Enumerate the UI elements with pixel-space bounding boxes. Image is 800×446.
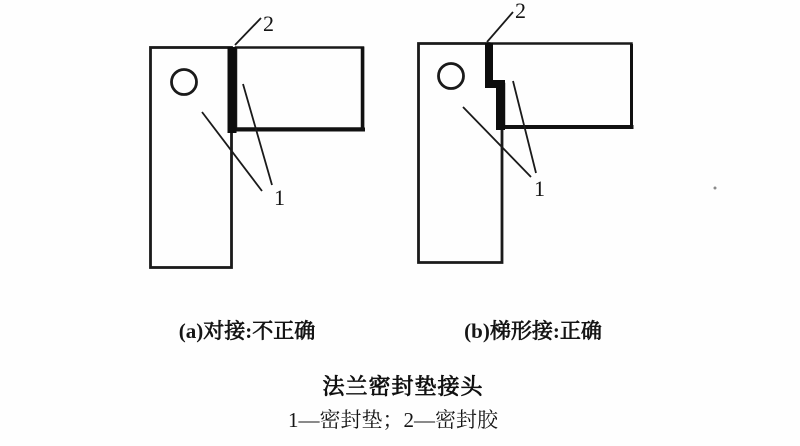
label-a-2: 2 — [263, 11, 274, 36]
label-a-1: 1 — [274, 185, 285, 210]
flange-a-horizontal — [236, 48, 363, 129]
figure-title: 法兰密封垫接头 — [322, 374, 484, 399]
diagram-a — [151, 11, 366, 268]
bolt-hole-a — [172, 70, 197, 95]
leader-line-a-2 — [235, 18, 261, 45]
label-b-1: 1 — [534, 176, 545, 201]
label-b-2: 2 — [515, 0, 526, 23]
bolt-hole-b — [439, 64, 464, 89]
figure-legend: 1—密封垫；2—密封胶 — [288, 408, 498, 432]
flange-b-horizontal — [489, 44, 632, 127]
sealant-strip-a — [228, 47, 237, 133]
scan-speck — [714, 187, 717, 190]
leader-line-b-2 — [487, 12, 513, 42]
caption-diagram-a: (a)对接:不正确 — [178, 319, 316, 343]
caption-diagram-b: (b)梯形接:正确 — [464, 319, 602, 343]
diagram-b — [419, 0, 634, 263]
